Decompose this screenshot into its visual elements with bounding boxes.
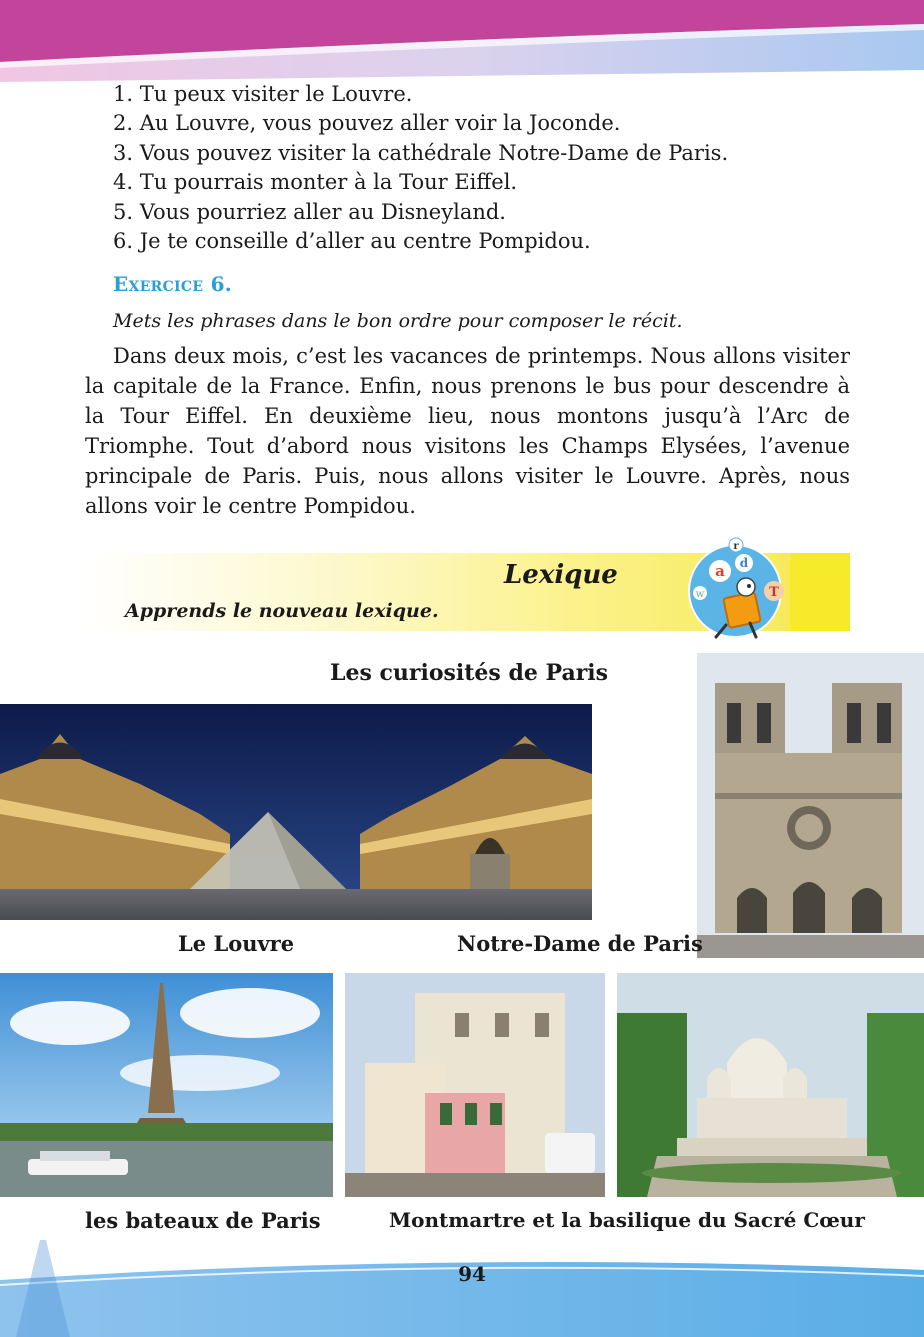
lexique-banner-tab bbox=[790, 553, 850, 631]
list-item: 3. Vous pouvez visiter la cathédrale Notre-Dame de Paris. bbox=[113, 140, 729, 165]
list-item: 4. Tu pourrais monter à la Tour Eiffel. bbox=[113, 170, 518, 195]
sacrecoeur-photo bbox=[617, 973, 924, 1197]
bateaux-caption: les bateaux de Paris bbox=[85, 1208, 321, 1233]
exercise-heading: Exercice 6. bbox=[113, 272, 233, 296]
suggestions-list bbox=[113, 80, 873, 256]
svg-text:r: r bbox=[733, 541, 739, 552]
reading-mascot-icon bbox=[680, 533, 790, 643]
svg-text:w: w bbox=[695, 589, 705, 600]
montmartre-photo bbox=[345, 973, 605, 1197]
bottom-decorative-band bbox=[0, 1240, 924, 1337]
notredame-caption: Notre-Dame de Paris bbox=[457, 931, 703, 956]
bateaux-photo bbox=[0, 973, 333, 1197]
top-decorative-band bbox=[0, 0, 924, 82]
svg-text:a: a bbox=[715, 562, 725, 580]
section-title: Les curiosités de Paris bbox=[330, 660, 609, 686]
svg-text:d: d bbox=[739, 556, 749, 570]
list-item: 6. Je te conseille d’aller au centre Pompidou. bbox=[113, 228, 591, 253]
lexique-title: Lexique bbox=[504, 560, 618, 590]
louvre-photo bbox=[0, 704, 592, 920]
exercise-instruction: Mets les phrases dans le bon ordre pour composer le récit. bbox=[113, 310, 683, 332]
svg-text:T: T bbox=[769, 585, 779, 600]
exercise-paragraph: Dans deux mois, c’est les vacances de printemps. Nous allons visiter la capitale de la France. Enfin, nous prenons le bus pour descendre à la Tour Eiffel. En deuxième lieu, nous montons jusqu’à l’Arc de Triomphe. Tout d’abord nous visitons les Champs Elysées, l’avenue principale de Paris. Puis, nous allons visiter le Louvre. Après, nous allons voir le centre Pompidou. bbox=[85, 344, 850, 518]
list-item: 1. Tu peux visiter le Louvre. bbox=[113, 82, 413, 106]
notredame-photo bbox=[697, 653, 924, 958]
louvre-caption: Le Louvre bbox=[178, 931, 295, 956]
lexique-instruction: Apprends le nouveau lexique. bbox=[125, 600, 439, 622]
montmartre-caption: Montmartre et la basilique du Sacré Cœur bbox=[389, 1208, 865, 1232]
list-item: 5. Vous pourriez aller au Disneyland. bbox=[113, 199, 506, 224]
list-item: 2. Au Louvre, vous pouvez aller voir la Joconde. bbox=[113, 111, 621, 136]
page-number: 94 bbox=[458, 1262, 486, 1286]
